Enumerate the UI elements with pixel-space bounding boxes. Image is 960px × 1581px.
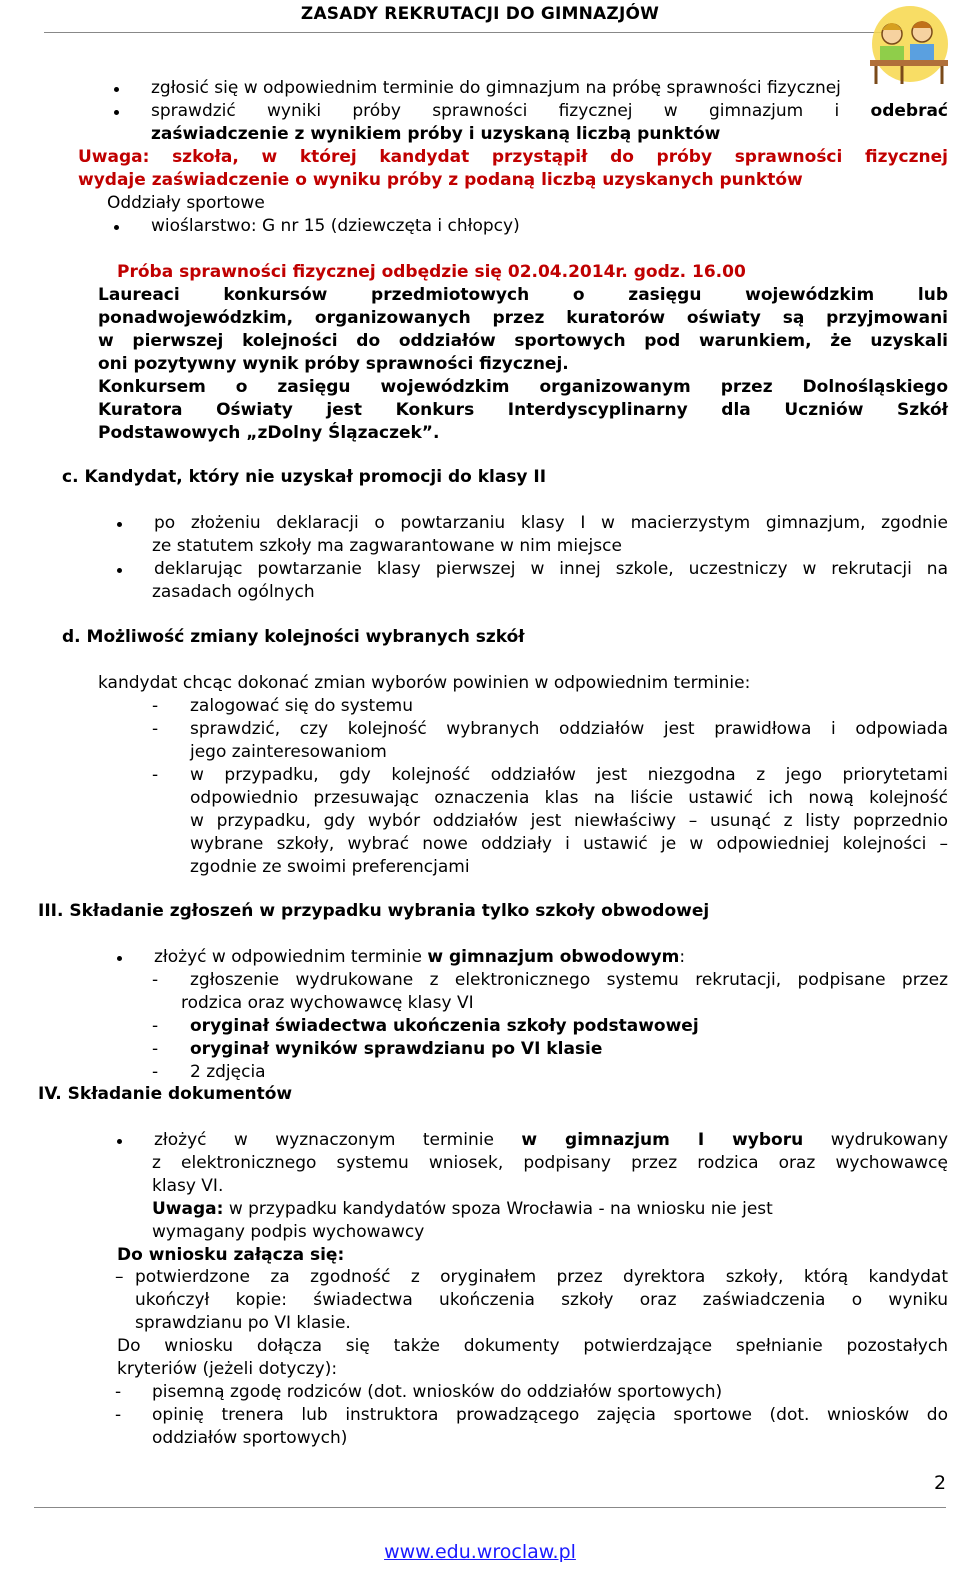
paragraph-line: Konkursem o zasięgu wojewódzkim organizowanym przez Dolnośląskiego xyxy=(98,377,948,397)
bullet-text-bold: w gimnazjum I wyboru xyxy=(521,1130,804,1150)
dash-item: zalogować się do systemu xyxy=(190,696,414,716)
bullet-continuation: zaświadczenie z wynikiem próby i uzyskaną liczbą punktów xyxy=(151,124,721,144)
dash-item: 2 zdjęcia xyxy=(190,1062,266,1082)
dash-marker: - xyxy=(152,970,159,990)
dash-item: potwierdzone za zgodność z oryginałem przez dyrektora szkoły, którą kandydat xyxy=(135,1267,948,1287)
bullet-item xyxy=(154,1129,948,1152)
dash-marker: – xyxy=(115,1267,124,1287)
dash-continuation: oddziałów sportowych) xyxy=(152,1428,348,1448)
page-header xyxy=(0,0,960,40)
page-number: 2 xyxy=(934,1472,947,1494)
children-at-desks-logo-icon xyxy=(862,4,954,88)
section-heading-d: d. Możliwość zmiany kolejności wybranych szkół xyxy=(62,627,525,647)
bullet-item: deklarując powtarzanie klasy pierwszej w innej szkole, uczestniczy w rekrutacji na xyxy=(154,559,948,579)
bullet-item: zgłosić się w odpowiednim terminie do gimnazjum na próbę sprawności fizycznej xyxy=(151,78,841,98)
notice-line: Uwaga: szkoła, w której kandydat przystąpił do próby sprawności fizycznej xyxy=(78,147,948,167)
dash-continuation: rodzica oraz wychowawcę klasy VI xyxy=(181,993,474,1013)
section-heading-iv: IV. Składanie dokumentów xyxy=(38,1084,293,1104)
bullet-text: złożyć w odpowiednim terminie xyxy=(154,947,422,967)
dash-item: oryginał wyników sprawdzianu po VI klasie xyxy=(190,1039,603,1059)
footer-link[interactable]: www.edu.wroclaw.pl xyxy=(384,1541,576,1563)
dash-continuation: w przypadku, gdy wybór oddziałów jest niewłaściwy – usunąć z listy poprzednio xyxy=(190,811,948,831)
bullet-text-bold: odebrać xyxy=(870,101,948,121)
dash-item: sprawdzić, czy kolejność wybranych oddziałów jest prawidłowa i odpowiada xyxy=(190,719,948,739)
dash-continuation: odpowiednio przesuwając oznaczenia klas na liście ustawić ich nową kolejność xyxy=(190,788,948,808)
dash-continuation: ukończył kopie: świadectwa ukończenia szkoły oraz zaświadczenia o wyniku xyxy=(135,1290,948,1310)
dash-marker: - xyxy=(152,765,159,785)
footer-rule xyxy=(34,1507,946,1508)
paragraph-line: kryteriów (jeżeli dotyczy): xyxy=(117,1359,338,1379)
bullet-continuation: zasadach ogólnych xyxy=(152,582,315,602)
dash-item: opinię trenera lub instruktora prowadzącego zajęcia sportowe (dot. wniosków do xyxy=(152,1405,948,1425)
dash-item: oryginał świadectwa ukończenia szkoły podstawowej xyxy=(190,1016,699,1036)
bullet-text: sprawdzić wyniki próby sprawności fizycznej w gimnazjum i xyxy=(151,101,840,121)
bullet-continuation: z elektronicznego systemu wniosek, podpisany przez rodzica oraz wychowawcę xyxy=(152,1153,948,1173)
dash-marker: - xyxy=(115,1405,122,1425)
paragraph-line: Laureaci konkursów przedmiotowych o zasięgu wojewódzkim lub xyxy=(98,285,948,305)
dash-continuation: zgodnie ze swoimi preferencjami xyxy=(190,857,470,877)
dash-continuation: wybrane szkoły, wybrać nowe oddziały i ustawić je w odpowiedniej kolejności – xyxy=(190,834,948,854)
section-heading-iii: III. Składanie zgłoszeń w przypadku wybrania tylko szkoły obwodowej xyxy=(38,901,710,921)
paragraph-line: w pierwszej kolejności do oddziałów sportowych pod warunkiem, że uzyskali xyxy=(98,331,948,351)
notice-line: wymagany podpis wychowawcy xyxy=(152,1222,425,1242)
paragraph-line: kandydat chcąc dokonać zmian wyborów powinien w odpowiednim terminie: xyxy=(98,673,751,693)
dash-marker: - xyxy=(152,1062,159,1082)
header-rule xyxy=(44,32,885,33)
bullet-item: po złożeniu deklaracji o powtarzaniu klasy I w macierzystym gimnazjum, zgodnie xyxy=(154,513,948,533)
paragraph-line: Podstawowych „zDolny Ślązaczek”. xyxy=(98,423,440,443)
dash-marker: - xyxy=(152,719,159,739)
trial-date-line: Próba sprawności fizycznej odbędzie się 02.04.2014r. godz. 16.00 xyxy=(117,262,746,282)
bullet-text-bold: w gimnazjum obwodowym xyxy=(427,947,680,967)
dash-item: w przypadku, gdy kolejność oddziałów jest niezgodna z jego priorytetami xyxy=(190,765,948,785)
dash-marker: - xyxy=(152,1039,159,1059)
notice-label: Uwaga: xyxy=(152,1199,224,1219)
notice-line: wydaje zaświadczenie o wyniku próby z podaną liczbą uzyskanych punktów xyxy=(78,170,803,190)
dash-continuation: jego zainteresowaniom xyxy=(190,742,387,762)
paragraph-line: ponadwojewódzkim, organizowanych przez kuratorów oświaty są przyjmowani xyxy=(98,308,948,328)
bullet-text: wydrukowany xyxy=(830,1130,949,1150)
bullet-item: wioślarstwo: G nr 15 (dziewczęta i chłopcy) xyxy=(151,216,520,236)
document-title: ZASADY REKRUTACJI DO GIMNAZJÓW xyxy=(300,4,660,24)
notice-text: w przypadku kandydatów spoza Wrocławia - na wniosku nie jest xyxy=(228,1199,773,1219)
bullet-item xyxy=(151,100,948,123)
dash-marker: - xyxy=(152,1016,159,1036)
notice-line xyxy=(152,1198,773,1221)
dash-continuation: sprawdzianu po VI klasie. xyxy=(135,1313,351,1333)
bullet-continuation: klasy VI. xyxy=(152,1176,224,1196)
section-label: Oddziały sportowe xyxy=(107,193,265,213)
dash-marker: - xyxy=(115,1382,122,1402)
attachments-heading: Do wniosku załącza się: xyxy=(117,1245,345,1265)
bullet-text: złożyć w wyznaczonym terminie xyxy=(154,1130,494,1150)
bullet-item xyxy=(154,946,685,969)
bullet-continuation: ze statutem szkoły ma zagwarantowane w nim miejsce xyxy=(152,536,622,556)
paragraph-line: Do wniosku dołącza się także dokumenty potwierdzające spełnianie pozostałych xyxy=(117,1336,948,1356)
dash-item: zgłoszenie wydrukowane z elektronicznego systemu rekrutacji, podpisane przez xyxy=(190,970,948,990)
bullet-text: : xyxy=(679,947,686,967)
section-heading-c: c. Kandydat, który nie uzyskał promocji do klasy II xyxy=(62,467,547,487)
dash-marker: - xyxy=(152,696,159,716)
paragraph-line: Kuratora Oświaty jest Konkurs Interdyscyplinarny dla Uczniów Szkół xyxy=(98,400,948,420)
paragraph-line: oni pozytywny wynik próby sprawności fizycznej. xyxy=(98,354,569,374)
dash-item: pisemną zgodę rodziców (dot. wniosków do oddziałów sportowych) xyxy=(152,1382,723,1402)
